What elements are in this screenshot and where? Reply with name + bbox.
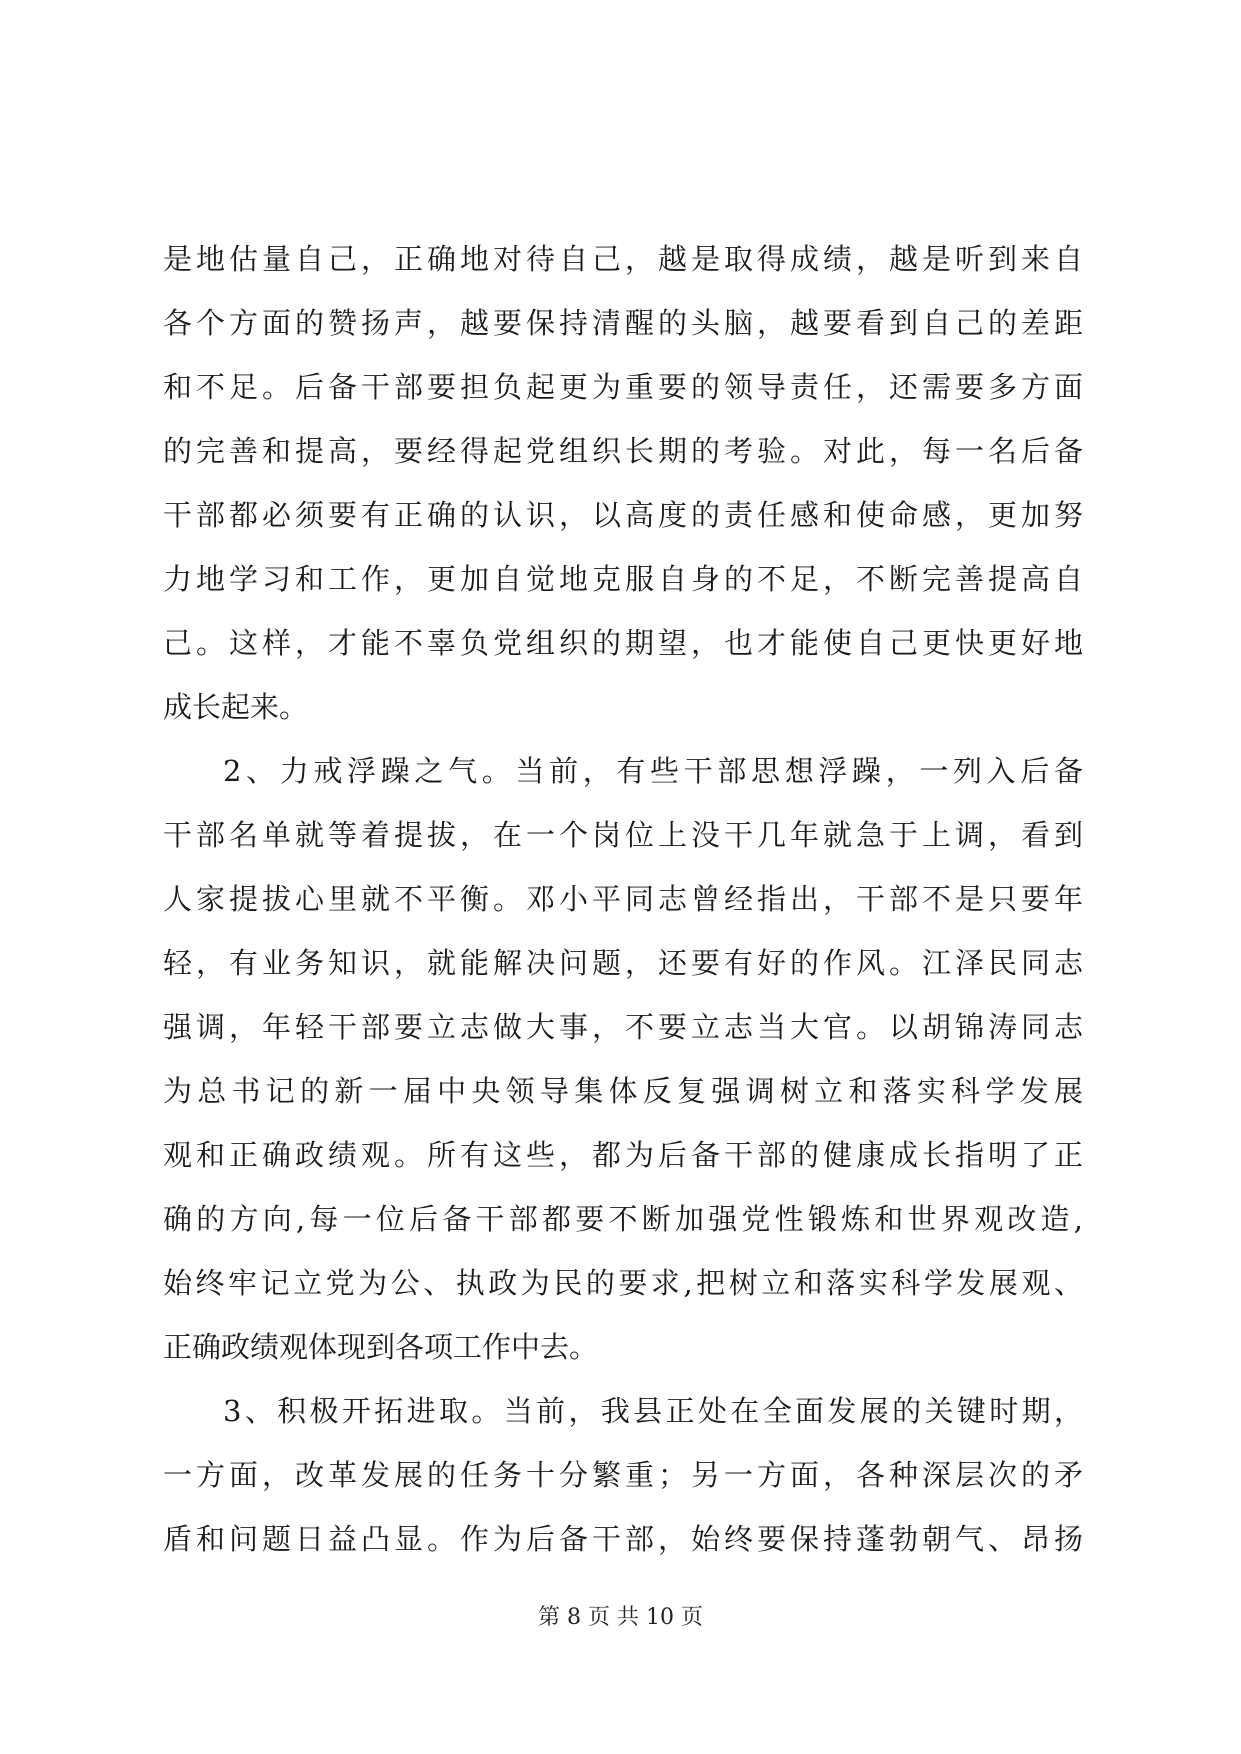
text-line-6: 力地学习和工作，更加自觉地克服自身的不足，不断完善提高自 <box>163 562 1083 596</box>
text-line-15: 观和正确政绩观。所有这些，都为后备干部的健康成长指明了正 <box>163 1138 1083 1172</box>
text-line-12: 轻，有业务知识，就能解决问题，还要有好的作风。江泽民同志 <box>163 946 1083 980</box>
text-line-11: 人家提拔心里就不平衡。邓小平同志曾经指出，干部不是只要年 <box>163 882 1083 916</box>
text-line-5: 干部都必须要有正确的认识，以高度的责任感和使命感，更加努 <box>163 498 1083 532</box>
text-line-21: 盾和问题日益凸显。作为后备干部，始终要保持蓬勃朝气、昂扬 <box>163 1522 1083 1556</box>
page-number-footer: 第 8 页 共 10 页 <box>538 1605 703 1630</box>
text-line-3: 和不足。后备干部要担负起更为重要的领导责任，还需要多方面 <box>163 370 1083 404</box>
text-line-4: 的完善和提高，要经得起党组织长期的考验。对此，每一名后备 <box>163 434 1083 468</box>
text-line-14: 为总书记的新一届中央领导集体反复强调树立和落实科学发展 <box>163 1074 1083 1108</box>
text-line-10: 干部名单就等着提拔，在一个岗位上没干几年就急于上调，看到 <box>163 818 1083 852</box>
text-line-13: 强调，年轻干部要立志做大事，不要立志当大官。以胡锦涛同志 <box>163 1010 1083 1044</box>
text-line-18: 正确政绩观体现到各项工作中去。 <box>163 1330 599 1364</box>
text-line-20: 一方面，改革发展的任务十分繁重；另一方面，各种深层次的矛 <box>163 1458 1083 1492</box>
text-line-17: 始终牢记立党为公、执政为民的要求,把树立和落实科学发展观、 <box>163 1266 1083 1300</box>
text-line-1: 是地估量自己，正确地对待自己，越是取得成绩，越是听到来自 <box>163 242 1083 276</box>
text-line-8: 成长起来。 <box>163 690 309 724</box>
text-line-16: 确的方向,每一位后备干部都要不断加强党性锻炼和世界观改造, <box>163 1202 1083 1236</box>
text-line-2: 各个方面的赞扬声，越要保持清醒的头脑，越要看到自己的差距 <box>163 306 1083 340</box>
paragraph-2-heading-line: 2、力戒浮躁之气。当前，有些干部思想浮躁，一列入后备 <box>223 754 1083 788</box>
paragraph-3-heading-line: 3、积极开拓进取。当前，我县正处在全面发展的关键时期， <box>223 1394 1083 1428</box>
text-line-7: 己。这样，才能不辜负党组织的期望，也才能使自己更快更好地 <box>163 626 1083 660</box>
